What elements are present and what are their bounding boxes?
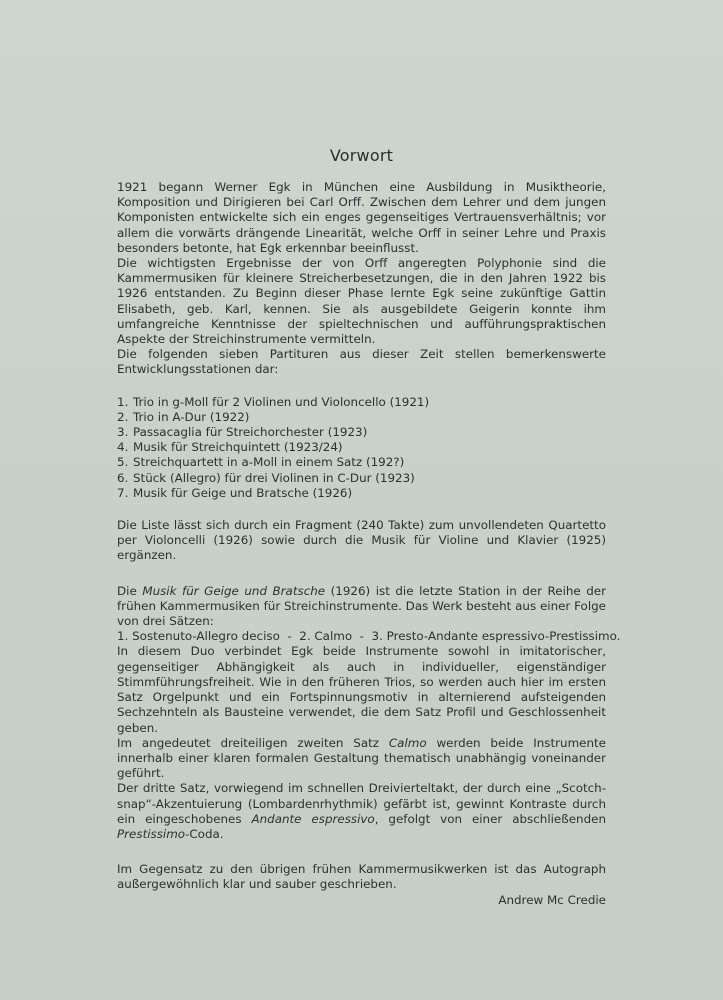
duo-paragraph-3 [117, 736, 606, 782]
list-item [117, 471, 606, 486]
duo-p4-end: -Coda. [185, 826, 224, 841]
list-item [117, 455, 606, 470]
page-title: Vorwort [329, 146, 394, 165]
duo-paragraph-2: In diesem Duo verbindet Egk beide Instrumente sowohl in imitatorischer, gegenseitiger Abhängigkeit als auch in individueller, eigenständiger Stimmführungsfreiheit. Wie in den früheren Trios, so werden auch hier im ersten Satz Orgelpunkt und ein Fortspinnungsmotiv in alternierend aufsteigenden Sechzehnteln als Bausteine verwendet, die dem Satz Profil und Geschlossenheit geben. [117, 644, 606, 735]
intro-paragraph-1: 1921 begann Werner Egk in München eine Ausbildung in Musiktheorie, Komposition und Dirigieren bei Carl Orff. Zwischen dem Lehrer und dem jungen Komponisten entwickelte sich ein enges gegenseitiges Vertrauensverhältnis; vor allem die vorwärts drängende Linearität, welche Orff in seiner Lehre und Praxis besonders betonte, hat Egk erkennbar beeinflusst. [117, 180, 606, 255]
list-item-label: Streichquartett in a-Moll in einem Satz (192?) [133, 455, 405, 470]
duo-p1-prefix: Die [117, 583, 143, 598]
duo-paragraph-4 [117, 781, 606, 842]
duo-p3-prefix: Im angedeutet dreiteiligen zweiten Satz [117, 735, 389, 750]
list-item-label: Musik für Geige und Bratsche (1926) [133, 485, 353, 500]
list-item [117, 425, 606, 440]
list-item-number: 6. [117, 470, 129, 485]
duo-p3-rest: werden beide Instrumente innerhalb einer klaren formalen Gestaltung thematisch unabhängig voneinander geführt. [117, 735, 606, 781]
list-item-label: Stück (Allegro) für drei Violinen in C-Dur (1923) [133, 470, 415, 485]
list-item-label: Passacaglia für Streichorchester (1923) [133, 425, 368, 440]
list-item-number: 3. [117, 425, 129, 440]
list-item [117, 395, 606, 410]
list-item-number: 2. [117, 409, 129, 424]
movements-line: 1. Sostenuto-Allegro deciso - 2. Calmo - 3. Presto-Andante espressivo-Prestissimo. [117, 629, 621, 644]
list-item-number: 5. [117, 455, 129, 470]
list-item-number: 7. [117, 485, 129, 500]
list-item-label: Trio in A-Dur (1922) [133, 409, 250, 424]
document-body [117, 180, 621, 908]
signature: Andrew Mc Credie [498, 892, 606, 907]
closing-paragraph: Im Gegensatz zu den übrigen frühen Kammermusikwerken ist das Autograph außergewöhnlich klar und sauber geschrieben. [117, 862, 606, 892]
list-item-number: 1. [117, 394, 129, 409]
duo-p4-prefix: Der dritte Satz, vorwiegend im schnellen Dreivierteltakt, der durch eine „Scotch-snap“-Akzentuierung (Lombardenrhythmik) gefärbt ist, gewinnt Kontraste durch ein eingeschobenes [117, 781, 606, 826]
prestissimo-title: Prestissimo [117, 826, 186, 841]
intro-paragraph-2: Die wichtigsten Ergebnisse der von Orff angeregten Polyphonie sind die Kammermusiken für kleinere Streicherbesetzungen, die in den Jahren 1922 bis 1926 entstanden. Zu Beginn dieser Phase lernte Egk seine zukünftige Gattin Elisabeth, geb. Karl, kennen. Sie als ausgebildete Geigerin konnte ihm umfangreiche Kenntnisse der spieltechnischen und aufführungspraktischen Aspekte der Streichinstrumente vermitteln. [117, 256, 606, 347]
calmo-title: Calmo [388, 735, 427, 750]
list-item-label: Musik für Streichquintett (1923/24) [133, 440, 343, 455]
list-item-label: Trio in g-Moll für 2 Violinen und Violoncello (1921) [133, 394, 430, 409]
list-item [117, 486, 606, 501]
list-item [117, 440, 606, 455]
list-note-paragraph: Die Liste lässt sich durch ein Fragment (240 Takte) zum unvollendeten Quartetto per Violoncelli (1926) sowie durch die Musik für Violine und Klavier (1925) ergänzen. [117, 518, 606, 563]
andante-title: Andante espressivo [251, 811, 375, 826]
duo-work-title: Musik für Geige und Bratsche [142, 583, 326, 598]
duo-p1-rest: (1926) ist die letzte Station in der Reihe der frühen Kammermusiken für Streichinstrumente. Das Werk besteht aus einer Folge von drei Sätzen: [117, 583, 607, 629]
list-item-number: 4. [117, 440, 129, 455]
intro-paragraph-3: Die folgenden sieben Partituren aus dieser Zeit stellen bemerkenswerte Entwicklungsstationen dar: [117, 347, 606, 377]
duo-p4-mid: , gefolgt von einer abschließenden [374, 811, 606, 826]
duo-paragraph-1 [117, 584, 606, 630]
works-list [117, 395, 606, 501]
list-item [117, 410, 606, 425]
